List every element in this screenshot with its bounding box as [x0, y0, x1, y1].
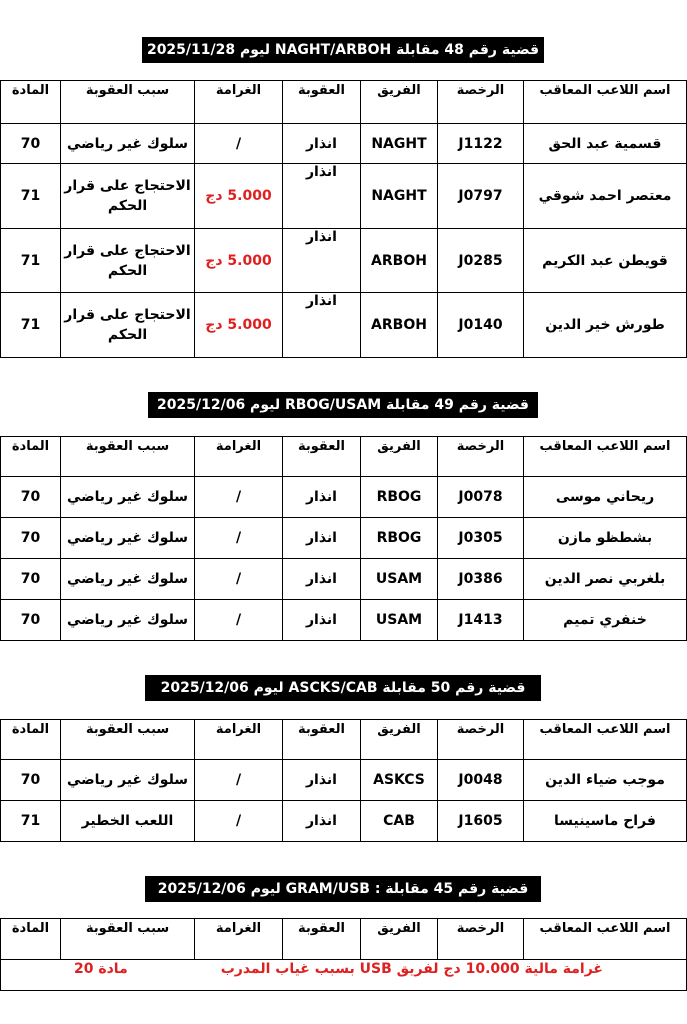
- player-penalty: انذار: [283, 477, 361, 518]
- player-penalty: انذار: [283, 124, 361, 164]
- player-article: 70: [1, 477, 61, 518]
- player-reason: الاحتجاج على قرار الحكم: [61, 229, 195, 293]
- player-team: USAM: [361, 600, 438, 641]
- header-license: الرخصة: [438, 720, 524, 760]
- player-fine: /: [195, 477, 283, 518]
- header-name: اسم اللاعب المعاقب: [524, 81, 687, 124]
- player-fine: /: [195, 559, 283, 600]
- player-penalty: انذار: [283, 559, 361, 600]
- player-penalty: انذار: [283, 164, 361, 229]
- team-fine-article: مادة 20: [74, 961, 128, 977]
- header-reason: سبب العقوبة: [61, 81, 195, 124]
- header-penalty: العقوبة: [283, 437, 361, 477]
- header-article: المادة: [1, 81, 61, 124]
- player-license: J0386: [438, 559, 524, 600]
- header-reason: سبب العقوبة: [61, 919, 195, 960]
- player-team: NAGHT: [361, 124, 438, 164]
- header-article: المادة: [1, 720, 61, 760]
- player-fine: /: [195, 801, 283, 842]
- player-penalty: انذار: [283, 600, 361, 641]
- header-reason: سبب العقوبة: [61, 437, 195, 477]
- table-header-row: [1, 437, 687, 477]
- player-penalty: انذار: [283, 293, 361, 358]
- player-name: معتصر احمد شوقي: [524, 164, 687, 229]
- team-fine-row: [1, 960, 687, 991]
- table-header-row: [1, 919, 687, 960]
- player-fine: 5.000 دج: [195, 164, 283, 229]
- player-name: بلغربي نصر الدين: [524, 559, 687, 600]
- player-license: J1413: [438, 600, 524, 641]
- player-reason: سلوك غير رياضي: [61, 600, 195, 641]
- player-name: قويطن عبد الكريم: [524, 229, 687, 293]
- player-name: بشطظو مازن: [524, 518, 687, 559]
- table-row: [1, 229, 687, 293]
- case-48-title: قضية رقم 48 مقابلة NAGHT/ARBOH ليوم 2025/11/28: [142, 37, 544, 63]
- player-penalty: انذار: [283, 760, 361, 801]
- header-fine: الغرامة: [195, 437, 283, 477]
- player-fine: 5.000 دج: [195, 229, 283, 293]
- header-reason: سبب العقوبة: [61, 720, 195, 760]
- header-team: الفريق: [361, 81, 438, 124]
- table-row: [1, 164, 687, 229]
- player-name: قسمية عبد الحق: [524, 124, 687, 164]
- player-team: ARBOH: [361, 229, 438, 293]
- table-row: [1, 518, 687, 559]
- player-penalty: انذار: [283, 801, 361, 842]
- player-article: 71: [1, 229, 61, 293]
- player-team: RBOG: [361, 518, 438, 559]
- player-team: NAGHT: [361, 164, 438, 229]
- player-fine: /: [195, 518, 283, 559]
- player-reason: سلوك غير رياضي: [61, 477, 195, 518]
- player-team: CAB: [361, 801, 438, 842]
- header-team: الفريق: [361, 919, 438, 960]
- player-article: 70: [1, 559, 61, 600]
- header-fine: الغرامة: [195, 919, 283, 960]
- player-license: J1122: [438, 124, 524, 164]
- player-license: J0078: [438, 477, 524, 518]
- player-article: 71: [1, 801, 61, 842]
- header-name: اسم اللاعب المعاقب: [524, 720, 687, 760]
- player-penalty: انذار: [283, 518, 361, 559]
- header-name: اسم اللاعب المعاقب: [524, 437, 687, 477]
- table-row: [1, 760, 687, 801]
- player-team: RBOG: [361, 477, 438, 518]
- header-team: الفريق: [361, 720, 438, 760]
- table-row: [1, 801, 687, 842]
- header-article: المادة: [1, 437, 61, 477]
- header-fine: الغرامة: [195, 81, 283, 124]
- player-license: J0305: [438, 518, 524, 559]
- table-header-row: [1, 81, 687, 124]
- player-reason: الاحتجاج على قرار الحكم: [61, 164, 195, 229]
- player-team: ARBOH: [361, 293, 438, 358]
- case-48-table: [0, 80, 687, 358]
- player-reason: اللعب الخطير: [61, 801, 195, 842]
- player-article: 70: [1, 760, 61, 801]
- player-name: موجب ضياء الدين: [524, 760, 687, 801]
- header-penalty: العقوبة: [283, 919, 361, 960]
- table-row: [1, 124, 687, 164]
- player-license: J1605: [438, 801, 524, 842]
- player-name: خنفري تميم: [524, 600, 687, 641]
- player-license: J0140: [438, 293, 524, 358]
- player-license: J0797: [438, 164, 524, 229]
- player-name: ريحاني موسى: [524, 477, 687, 518]
- header-fine: الغرامة: [195, 720, 283, 760]
- header-license: الرخصة: [438, 919, 524, 960]
- header-penalty: العقوبة: [283, 720, 361, 760]
- header-name: اسم اللاعب المعاقب: [524, 919, 687, 960]
- header-penalty: العقوبة: [283, 81, 361, 124]
- player-article: 71: [1, 164, 61, 229]
- table-header-row: [1, 720, 687, 760]
- header-team: الفريق: [361, 437, 438, 477]
- case-45-table: [0, 918, 687, 991]
- case-49-title: قضية رقم 49 مقابلة RBOG/USAM ليوم 2025/12/06: [148, 392, 538, 418]
- case-49-table: [0, 436, 687, 641]
- player-reason: سلوك غير رياضي: [61, 559, 195, 600]
- player-name: فراح ماسينيسا: [524, 801, 687, 842]
- player-penalty: انذار: [283, 229, 361, 293]
- player-article: 71: [1, 293, 61, 358]
- case-45-title: قضية رقم 45 مقابلة : GRAM/USB ليوم 2025/12/06: [145, 876, 541, 902]
- table-row: [1, 559, 687, 600]
- player-fine: 5.000 دج: [195, 293, 283, 358]
- header-article: المادة: [1, 919, 61, 960]
- player-fine: /: [195, 600, 283, 641]
- header-license: الرخصة: [438, 437, 524, 477]
- table-row: [1, 600, 687, 641]
- header-license: الرخصة: [438, 81, 524, 124]
- player-fine: /: [195, 760, 283, 801]
- player-license: J0048: [438, 760, 524, 801]
- player-license: J0285: [438, 229, 524, 293]
- table-row: [1, 477, 687, 518]
- team-fine-note: غرامة مالية 10.000 دج لفريق USB بسبب غياب المدرب: [220, 961, 603, 977]
- player-team: ASKCS: [361, 760, 438, 801]
- player-article: 70: [1, 600, 61, 641]
- player-article: 70: [1, 124, 61, 164]
- player-team: USAM: [361, 559, 438, 600]
- case-50-title: قضية رقم 50 مقابلة ASCKS/CAB ليوم 2025/12/06: [145, 675, 541, 701]
- player-reason: سلوك غير رياضي: [61, 518, 195, 559]
- team-fine-cell: [1, 960, 687, 991]
- player-fine: /: [195, 124, 283, 164]
- case-50-table: [0, 719, 687, 842]
- player-name: طورش خير الدين: [524, 293, 687, 358]
- player-article: 70: [1, 518, 61, 559]
- player-reason: الاحتجاج على قرار الحكم: [61, 293, 195, 358]
- player-reason: سلوك غير رياضي: [61, 760, 195, 801]
- table-row: [1, 293, 687, 358]
- player-reason: سلوك غير رياضي: [61, 124, 195, 164]
